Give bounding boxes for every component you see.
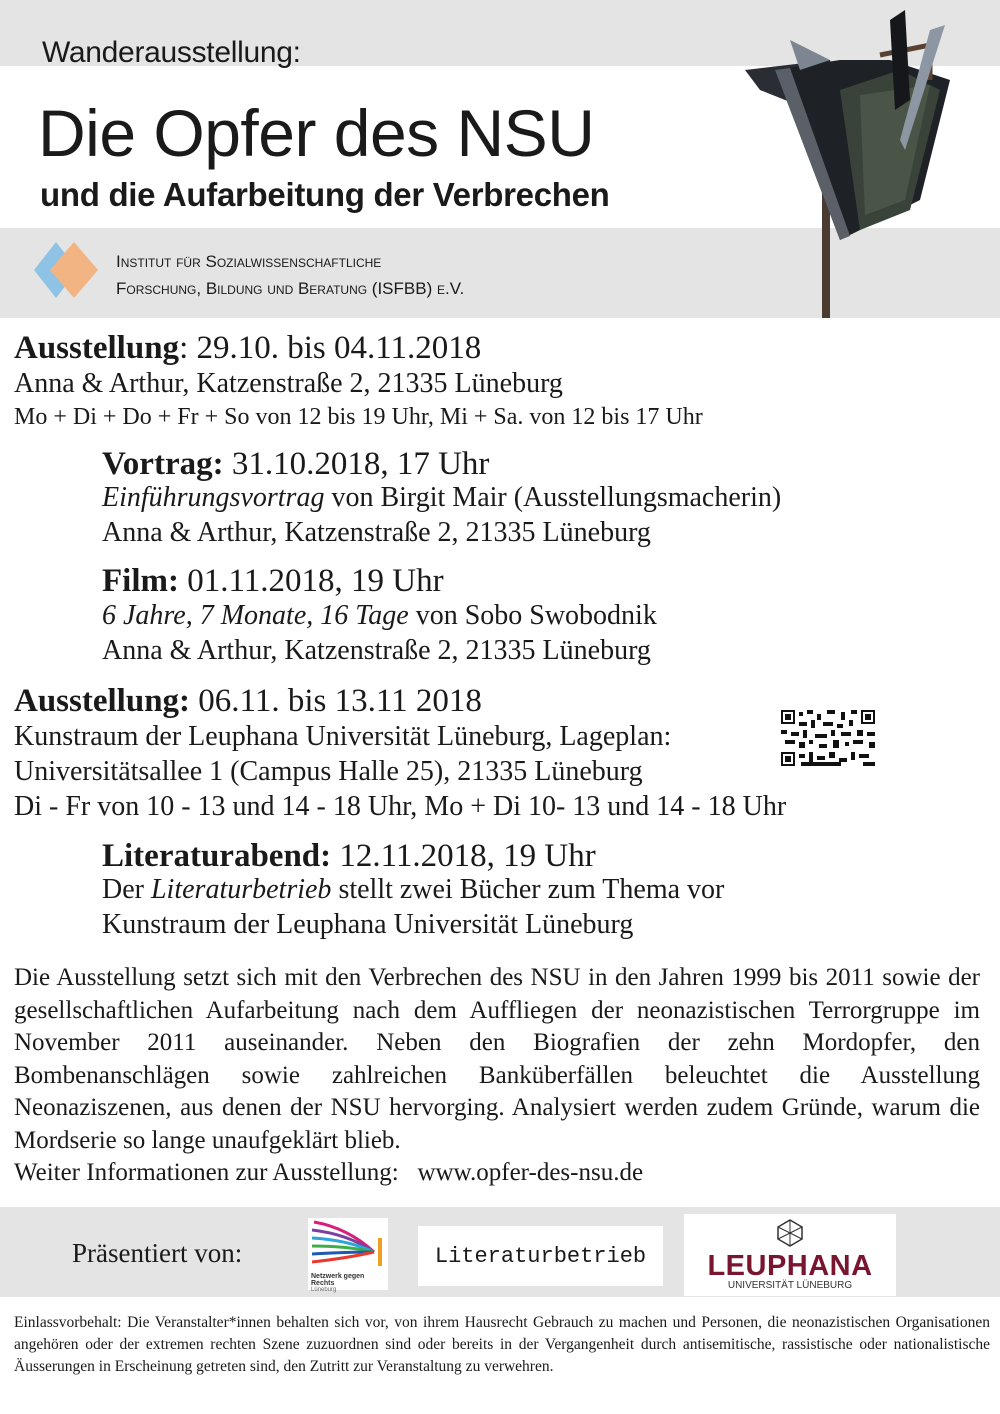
exhibition-2-venue-1: Kunstraum der Leuphana Universität Lüneburg, Lageplan: [14,721,672,752]
talk-speaker: von Birgit Mair (Ausstellungsmacherin) [324,482,782,513]
page-title: Die Opfer des NSU [38,96,595,170]
exhibition-2-heading [14,683,482,720]
exhibition-2-hours: Di - Fr von 10 - 13 und 14 - 18 Uhr, Mo + Di 10- 13 und 14 - 18 Uhr [14,791,787,822]
film-title: 6 Jahre, 7 Monate, 16 Tage [102,600,409,631]
leuphana-subtitle: UNIVERSITÄT LÜNEBURG [727,1280,853,1291]
admission-disclaimer: Einlassvorbehalt: Die Veranstalter*innen behalten sich vor, von ihrem Hausrecht Gebrauch zu machen und Personen, die neonazistischen Organisationen angehören oder der extremen rechten Szene zuzuordnen sind oder bereits in der Vergangenheit durch antisemitische, rassistische oder nationalistische Äusserungen in Erscheinung getreten sind, den Zutritt zur Veranstaltung zu verwehren. [14,1314,990,1375]
film-label: Film: [102,563,179,599]
literature-date: 12.11.2018, 19 Uhr [331,838,596,874]
exhibition-2-date: 06.11. bis 13.11 2018 [190,683,482,719]
literature-label: Literaturabend: [102,838,332,874]
presented-by-label: Präsentiert von: [72,1238,243,1268]
netzwerk-city: Lüneburg [311,1287,337,1293]
exhibition-2-label: Ausstellung: [14,683,191,719]
talk-date: 31.10.2018, 17 Uhr [223,446,490,482]
sculpture-image [690,0,990,318]
qr-code-icon[interactable] [781,710,875,766]
literature-description [102,874,724,906]
talk-title: Einführungsvortrag [102,482,325,513]
description [14,962,980,1190]
film-heading [102,563,444,600]
description-text: Die Ausstellung setzt sich mit den Verbrechen des NSU in den Jahren 1999 bis 2011 sowie der gesellschaftlichen Aufarbeitung nach dem Auffliegen der neonazistischen Terrorgruppe im November 2011 auseinander. Neben den Biografien der zehn Mordopfer, den Bombenanschlägen sowie zahlreichen Banküberfällen beleuchtet die Ausstellung Neonaziszenen, aus denen der NSU hervorging. Analysiert werden zudem Gründe, warum die Mordserie so lange unaufgeklärt blieb. [14,964,980,1154]
talk-label: Vortrag: [102,446,224,482]
film-director: von Sobo Swobodnik [408,600,657,631]
literature-heading [102,838,596,875]
leuphana-hexagon-icon [777,1219,803,1247]
exhibition-1-heading [14,330,481,367]
talk-title-line [102,482,781,514]
literature-org: Literaturbetrieb [150,874,332,905]
film-venue: Anna & Arthur, Katzenstraße 2, 21335 Lüneburg [102,635,651,666]
literature-text-pre: Der [102,874,151,905]
netzwerk-arrow-icon [308,1218,388,1268]
exhibition-1-label: Ausstellung [14,330,180,366]
literature-venue: Kunstraum der Leuphana Universität Lüneburg [102,909,634,940]
institute-name [116,248,464,302]
exhibition-2-venue-2: Universitätsallee 1 (Campus Halle 25), 21335 Lüneburg [14,756,643,787]
netzwerk-gegen-rechts-logo[interactable] [308,1218,388,1293]
website-link[interactable]: www.opfer-des-nsu.de [417,1159,644,1186]
institute-line-2: Forschung, Bildung und Beratung (ISFBB) e.V. [116,279,465,298]
institute-line-1: Institut für Sozialwissenschaftliche [116,252,382,271]
leuphana-name: LEUPHANA [707,1250,873,1282]
more-info-label: Weiter Informationen zur Ausstellung: [14,1159,399,1186]
talk-heading [102,446,489,483]
film-date: 01.11.2018, 19 Uhr [178,563,444,599]
leuphana-logo[interactable] [684,1214,896,1296]
literature-text-post: stellt zwei Bücher zum Thema vor [331,874,725,905]
talk-venue: Anna & Arthur, Katzenstraße 2, 21335 Lüneburg [102,517,651,548]
film-title-line [102,600,657,632]
subtitle: und die Aufarbeitung der Verbrechen [40,176,610,213]
exhibition-1-date: : 29.10. bis 04.11.2018 [179,330,482,366]
netzwerk-name: Netzwerk gegen Rechts [311,1273,365,1287]
exhibition-1-venue: Anna & Arthur, Katzenstraße 2, 21335 Lüneburg [14,368,563,399]
isfbb-logo-icon [32,240,104,300]
literaturbetrieb-logo[interactable]: Literaturbetrieb [418,1226,663,1286]
exhibition-1-hours: Mo + Di + Do + Fr + So von 12 bis 19 Uhr, Mi + Sa. von 12 bis 17 Uhr [14,404,703,430]
kicker: Wanderausstellung: [42,36,301,69]
